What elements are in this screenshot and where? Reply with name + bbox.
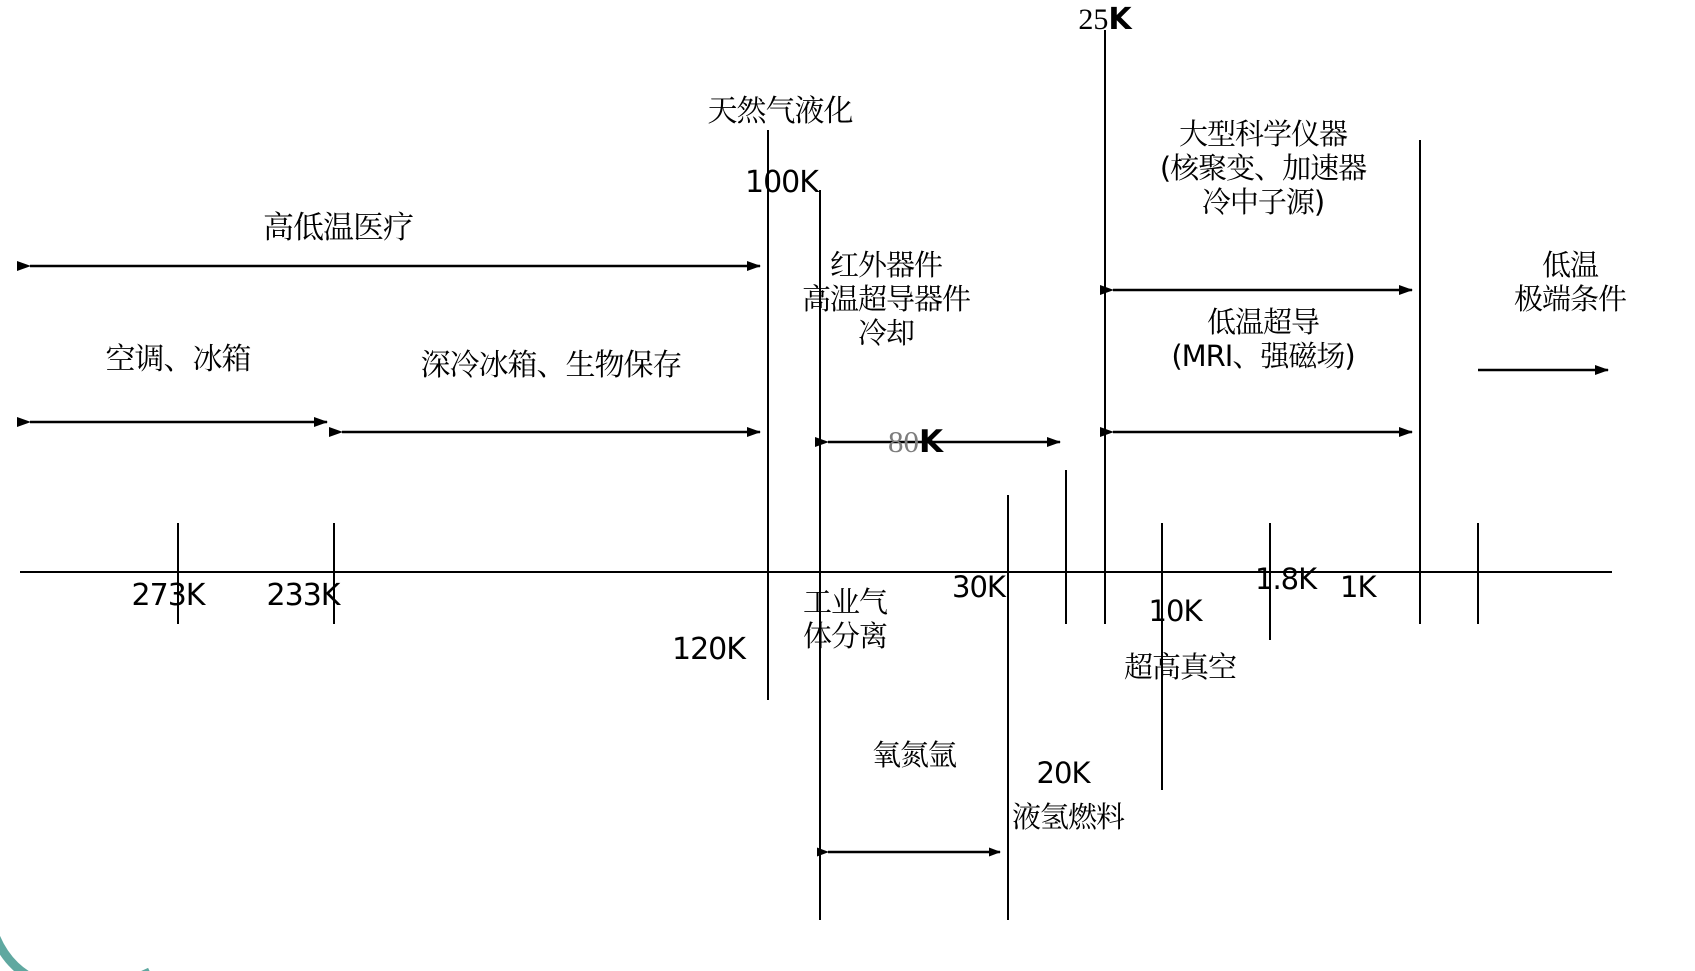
label-medical: 高低温医疗	[263, 210, 413, 246]
tick-label-30k: 30K	[952, 570, 1005, 604]
tick-label-20k: 20K	[1036, 756, 1090, 790]
tick-label-120k: 120K	[672, 632, 745, 667]
label-low-tc-line1: 低温超导	[1206, 305, 1320, 339]
tick-label-273k: 273K	[131, 578, 205, 613]
label-lng: 天然气液化	[707, 94, 853, 129]
label-extreme-conditions	[1514, 248, 1626, 316]
label-gas-separation-line1: 工业气	[802, 585, 888, 619]
tick-label-100k: 100K	[745, 165, 818, 200]
label-ultra-high-vacuum: 超高真空	[1123, 650, 1237, 684]
label-big-science	[1160, 117, 1366, 220]
label-infrared-line2: 高温超导器件	[801, 282, 971, 317]
label-deep-freeze: 深冷冰箱、生物保存	[420, 348, 682, 383]
tick-label-1-8k: 1.8K	[1255, 562, 1317, 596]
label-extreme-line1: 低温	[1541, 248, 1599, 282]
label-aircon-fridge: 空调、冰箱	[105, 342, 251, 377]
decorative-arc	[0, 920, 150, 971]
label-extreme-line2: 极端条件	[1513, 282, 1627, 317]
label-gas-separation-line2: 体分离	[802, 619, 888, 654]
tick-label-80k: 80K	[888, 424, 944, 460]
label-infrared-line1: 红外器件	[829, 248, 943, 282]
tick-label-25k: 25K	[1078, 2, 1132, 37]
label-infrared	[802, 248, 970, 351]
label-low-tc-line2: (MRI、强磁场)	[1171, 339, 1355, 374]
tick-label-10k: 10K	[1148, 594, 1202, 628]
label-big-science-line3: 冷中子源)	[1201, 185, 1325, 220]
label-gas-separation	[803, 585, 887, 653]
tick-label-233k: 233K	[266, 578, 340, 613]
label-oxygen-nitrogen-argon: 氧氮氩	[871, 738, 957, 772]
label-low-tc-superconductivity	[1171, 305, 1354, 373]
label-big-science-line2: (核聚变、加速器	[1159, 151, 1367, 186]
label-liquid-hydrogen-fuel: 液氢燃料	[1011, 800, 1125, 834]
tick-label-1k: 1K	[1340, 570, 1376, 604]
label-big-science-line1: 大型科学仪器	[1178, 117, 1348, 151]
label-infrared-line3: 冷却	[857, 316, 915, 351]
